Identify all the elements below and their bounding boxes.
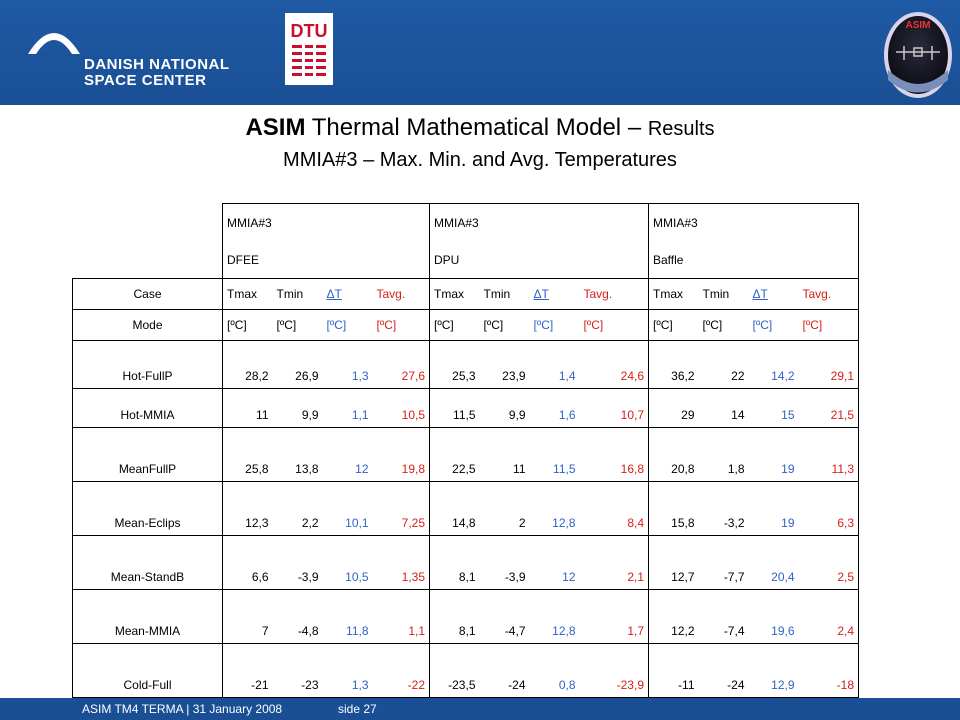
- table-row: [73, 644, 859, 698]
- logo-text-line1: DANISH NATIONAL: [84, 56, 230, 73]
- value-cell: 13,8: [273, 428, 323, 482]
- value-cell: 12,2: [649, 590, 699, 644]
- value-cell: -21: [223, 644, 273, 698]
- value-cell: 1,3: [323, 341, 373, 389]
- value-cell: 8,4: [580, 482, 649, 536]
- table-row: [73, 341, 859, 389]
- value-cell: 22: [699, 341, 749, 389]
- unit-cell: [ºC]: [530, 310, 580, 341]
- value-cell: 1,4: [530, 341, 580, 389]
- unit-cell: [ºC]: [480, 310, 530, 341]
- group-name: MMIA#3: [223, 204, 430, 243]
- table-row: [73, 536, 859, 590]
- value-cell: -3,9: [480, 536, 530, 590]
- svg-text:DTU: DTU: [290, 21, 328, 41]
- value-cell: 23,9: [480, 341, 530, 389]
- column-header: Tmax: [649, 279, 699, 310]
- value-cell: 7: [223, 590, 273, 644]
- unit-cell: [ºC]: [273, 310, 323, 341]
- value-cell: 25,3: [430, 341, 480, 389]
- value-cell: 7,25: [373, 482, 430, 536]
- title-bold: ASIM: [245, 114, 306, 141]
- case-cell: Cold-Full: [73, 644, 223, 698]
- value-cell: 21,5: [799, 389, 859, 428]
- mode-header: Mode: [73, 310, 223, 341]
- value-cell: 14,8: [430, 482, 480, 536]
- value-cell: 28,2: [223, 341, 273, 389]
- value-cell: 1,3: [323, 644, 373, 698]
- danish-national-space-center-logo: [24, 14, 254, 94]
- value-cell: 29,1: [799, 341, 859, 389]
- value-cell: 12,3: [223, 482, 273, 536]
- group-sub: Baffle: [649, 242, 859, 279]
- header-group-row: [73, 204, 859, 243]
- logo-text-line2: SPACE CENTER: [84, 72, 207, 89]
- unit-cell: [ºC]: [373, 310, 430, 341]
- slide-title: [0, 114, 960, 142]
- group-name: MMIA#3: [430, 204, 649, 243]
- column-header: Tavg.: [580, 279, 649, 310]
- unit-row: [73, 310, 859, 341]
- value-cell: -7,7: [699, 536, 749, 590]
- value-cell: -11: [649, 644, 699, 698]
- case-cell: MeanFullP: [73, 428, 223, 482]
- title-results: Results: [647, 118, 715, 140]
- footer-bar: [0, 698, 960, 720]
- value-cell: 10,7: [580, 389, 649, 428]
- case-cell: Hot-MMIA: [73, 389, 223, 428]
- unit-cell: [ºC]: [649, 310, 699, 341]
- table-row: [73, 389, 859, 428]
- value-cell: 1,35: [373, 536, 430, 590]
- table-row: [73, 482, 859, 536]
- value-cell: 2,4: [799, 590, 859, 644]
- value-cell: 14,2: [749, 341, 799, 389]
- value-cell: 2,5: [799, 536, 859, 590]
- unit-cell: [ºC]: [430, 310, 480, 341]
- column-header: ΔT: [323, 279, 373, 310]
- value-cell: -3,9: [273, 536, 323, 590]
- value-cell: 14: [699, 389, 749, 428]
- slide-subtitle: MMIA#3 – Max. Min. and Avg. Temperatures: [283, 149, 677, 171]
- title-rest: Thermal Mathematical Model: [311, 114, 622, 141]
- column-header: Tmax: [223, 279, 273, 310]
- unit-cell: [ºC]: [323, 310, 373, 341]
- temperature-results-table: [72, 203, 859, 698]
- value-cell: 2,2: [273, 482, 323, 536]
- table-row: [73, 428, 859, 482]
- unit-cell: [ºC]: [223, 310, 273, 341]
- case-header: Case: [73, 279, 223, 310]
- value-cell: 10,5: [373, 389, 430, 428]
- value-cell: 1,7: [580, 590, 649, 644]
- value-cell: 9,9: [480, 389, 530, 428]
- value-cell: -23: [273, 644, 323, 698]
- value-cell: 12,8: [530, 482, 580, 536]
- value-cell: 19,8: [373, 428, 430, 482]
- footer-page: side 27: [338, 702, 377, 716]
- value-cell: 6,6: [223, 536, 273, 590]
- value-cell: 2,1: [580, 536, 649, 590]
- value-cell: -23,9: [580, 644, 649, 698]
- blank-cell: [73, 204, 223, 243]
- case-cell: Mean-Eclips: [73, 482, 223, 536]
- unit-cell: [ºC]: [580, 310, 649, 341]
- svg-text:ASIM: ASIM: [905, 20, 931, 31]
- value-cell: 24,6: [580, 341, 649, 389]
- column-header: ΔT: [749, 279, 799, 310]
- value-cell: 11,5: [530, 428, 580, 482]
- value-cell: 36,2: [649, 341, 699, 389]
- unit-cell: [ºC]: [699, 310, 749, 341]
- value-cell: 8,1: [430, 536, 480, 590]
- value-cell: 15,8: [649, 482, 699, 536]
- value-cell: 1,6: [530, 389, 580, 428]
- column-header-row: [73, 279, 859, 310]
- column-header: Tmin: [273, 279, 323, 310]
- value-cell: 1,8: [699, 428, 749, 482]
- value-cell: -4,8: [273, 590, 323, 644]
- value-cell: 11,5: [430, 389, 480, 428]
- value-cell: 15: [749, 389, 799, 428]
- value-cell: 2: [480, 482, 530, 536]
- value-cell: 19: [749, 428, 799, 482]
- column-header: ΔT: [530, 279, 580, 310]
- value-cell: 12: [530, 536, 580, 590]
- value-cell: 9,9: [273, 389, 323, 428]
- value-cell: 1,1: [323, 389, 373, 428]
- value-cell: 0,8: [530, 644, 580, 698]
- value-cell: -23,5: [430, 644, 480, 698]
- value-cell: 10,1: [323, 482, 373, 536]
- case-cell: Hot-FullP: [73, 341, 223, 389]
- group-sub: DFEE: [223, 242, 430, 279]
- value-cell: 25,8: [223, 428, 273, 482]
- header-sub-row: [73, 242, 859, 279]
- value-cell: 11: [480, 428, 530, 482]
- value-cell: 12: [323, 428, 373, 482]
- dtu-logo: [285, 13, 333, 85]
- value-cell: 20,8: [649, 428, 699, 482]
- footer-left: ASIM TM4 TERMA | 31 January 2008: [82, 702, 283, 716]
- column-header: Tmin: [480, 279, 530, 310]
- group-name: MMIA#3: [649, 204, 859, 243]
- column-header: Tavg.: [799, 279, 859, 310]
- blank-cell: [73, 242, 223, 279]
- column-header: Tmax: [430, 279, 480, 310]
- value-cell: 19: [749, 482, 799, 536]
- value-cell: 16,8: [580, 428, 649, 482]
- value-cell: -18: [799, 644, 859, 698]
- value-cell: 11,3: [799, 428, 859, 482]
- column-header: Tavg.: [373, 279, 430, 310]
- value-cell: 20,4: [749, 536, 799, 590]
- value-cell: 12,9: [749, 644, 799, 698]
- value-cell: 6,3: [799, 482, 859, 536]
- value-cell: 12,8: [530, 590, 580, 644]
- title-dash: –: [627, 114, 642, 141]
- value-cell: 27,6: [373, 341, 430, 389]
- value-cell: 19,6: [749, 590, 799, 644]
- asim-mission-badge: [882, 10, 954, 100]
- value-cell: -24: [480, 644, 530, 698]
- value-cell: -22: [373, 644, 430, 698]
- table-row: [73, 590, 859, 644]
- value-cell: -24: [699, 644, 749, 698]
- header-banner: [0, 0, 960, 105]
- group-sub: DPU: [430, 242, 649, 279]
- value-cell: 29: [649, 389, 699, 428]
- arc-logo-icon: [24, 20, 84, 60]
- value-cell: 26,9: [273, 341, 323, 389]
- value-cell: -4,7: [480, 590, 530, 644]
- value-cell: 10,5: [323, 536, 373, 590]
- value-cell: -7,4: [699, 590, 749, 644]
- value-cell: 8,1: [430, 590, 480, 644]
- value-cell: 22,5: [430, 428, 480, 482]
- value-cell: -3,2: [699, 482, 749, 536]
- case-cell: Mean-StandB: [73, 536, 223, 590]
- value-cell: 11,8: [323, 590, 373, 644]
- unit-cell: [ºC]: [799, 310, 859, 341]
- value-cell: 11: [223, 389, 273, 428]
- column-header: Tmin: [699, 279, 749, 310]
- value-cell: 1,1: [373, 590, 430, 644]
- unit-cell: [ºC]: [749, 310, 799, 341]
- case-cell: Mean-MMIA: [73, 590, 223, 644]
- value-cell: 12,7: [649, 536, 699, 590]
